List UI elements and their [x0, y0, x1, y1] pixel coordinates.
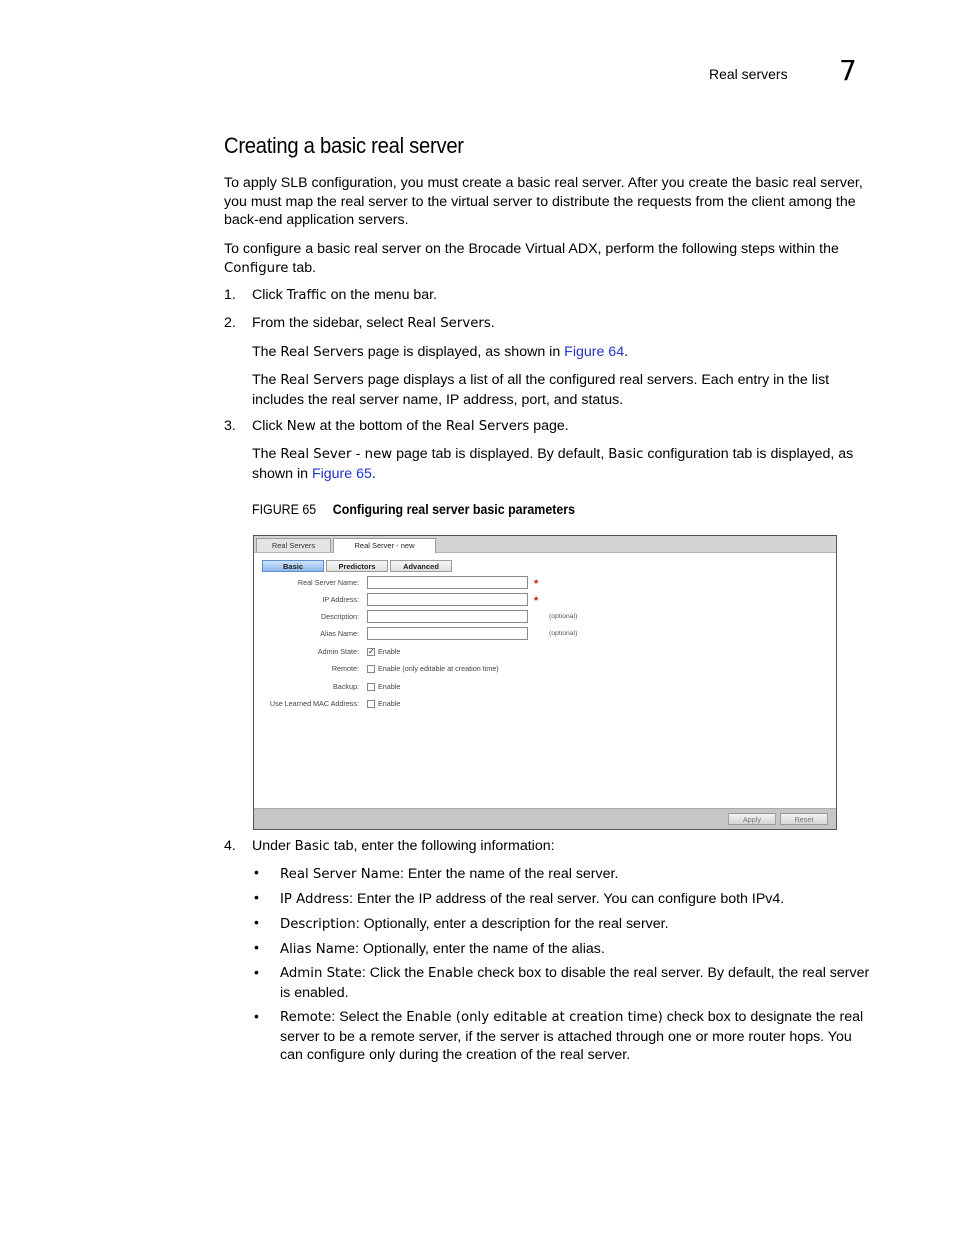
- checkbox-label: Enable: [378, 682, 401, 691]
- form-row-alias: [254, 627, 836, 643]
- bullet-icon: •: [254, 889, 259, 905]
- subtab-predictors[interactable]: Predictors: [326, 560, 388, 572]
- checkbox-label: Enable: [378, 699, 401, 708]
- form-row-name: [254, 576, 836, 592]
- step-2-note-2: The Real Servers page displays a list of all the configured real servers. Each entry in the list includes the real server name, IP address, port, and status.: [252, 372, 830, 408]
- running-header-section: Real servers: [709, 66, 788, 82]
- chapter-number: 7: [839, 54, 857, 87]
- form-row-remote: [254, 662, 836, 678]
- step-number: 2.: [224, 315, 236, 331]
- step-3-note: The Real Sever - new page tab is displayed. By default, Basic configuration tab is displayed, as shown in Figure 65.: [252, 446, 854, 482]
- bullet-icon: •: [254, 964, 259, 980]
- learned-mac-checkbox[interactable]: [367, 700, 375, 708]
- remote-checkbox[interactable]: [367, 665, 375, 673]
- real-server-name-input[interactable]: [367, 576, 528, 589]
- subtab-basic[interactable]: Basic: [262, 560, 324, 572]
- step-1-text: Click Traffic on the menu bar.: [252, 287, 438, 303]
- step-3-text: Click New at the bottom of the Real Servers page.: [252, 418, 569, 434]
- bullet-icon: •: [254, 914, 259, 930]
- bullet-real-server-name: Real Server Name: Enter the name of the real server.: [280, 866, 619, 882]
- step-number: 1.: [224, 287, 236, 303]
- reset-button[interactable]: Reset: [780, 813, 828, 825]
- bullet-ip-address: IP Address: Enter the IP address of the real server. You can configure both IPv4.: [280, 891, 785, 907]
- form-row-backup: [254, 680, 836, 696]
- bullet-remote: Remote: Select the Enable (only editable at creation time) check box to designate the real server to be a remote server, if the server is attached through one or more router hops. You can configure only during the creation of the real server.: [280, 1009, 864, 1063]
- bullet-alias-name: Alias Name: Optionally, enter the name of the alias.: [280, 941, 605, 957]
- required-marker: *: [534, 578, 539, 590]
- bullet-icon: •: [254, 864, 259, 880]
- step-number: 4.: [224, 838, 236, 854]
- optional-hint: (optional): [549, 630, 578, 637]
- form-row-admin-state: [254, 645, 836, 661]
- figure-64-link[interactable]: Figure 64: [564, 344, 625, 360]
- field-label: Remote:: [331, 664, 359, 673]
- figure-caption: FIGURE 65 Configuring real server basic parameters: [252, 502, 576, 517]
- form-row-description: [254, 610, 836, 626]
- step-2-text: From the sidebar, select Real Servers.: [252, 315, 495, 331]
- checkbox-label: Enable (only editable at creation time): [378, 664, 499, 673]
- tab-bar: [254, 536, 836, 553]
- admin-state-checkbox[interactable]: ✓: [368, 647, 375, 656]
- tab-real-servers[interactable]: Real Servers: [256, 538, 331, 552]
- form-footer: [254, 808, 836, 829]
- section-heading: Creating a basic real server: [224, 133, 464, 158]
- step-number: 3.: [224, 418, 236, 434]
- tab-real-server-new[interactable]: Real Server - new: [333, 538, 436, 553]
- field-label: IP Address:: [322, 595, 359, 604]
- step-2-note-1: The Real Servers page is displayed, as shown in Figure 64.: [252, 344, 629, 360]
- apply-button[interactable]: Apply: [728, 813, 776, 825]
- bullet-admin-state: Admin State: Click the Enable check box to disable the real server. By default, the real server is enabled.: [280, 965, 870, 1001]
- alias-name-input[interactable]: [367, 627, 528, 640]
- field-label: Alias Name:: [320, 629, 359, 638]
- figure-65-link[interactable]: Figure 65: [311, 465, 372, 482]
- optional-hint: (optional): [549, 613, 578, 620]
- field-label: Use Learned MAC Address:: [269, 699, 359, 708]
- step-4-text: Under Basic tab, enter the following information:: [252, 838, 555, 854]
- form-row-ip: [254, 593, 836, 609]
- description-input[interactable]: [367, 610, 528, 623]
- subtab-advanced[interactable]: Advanced: [390, 560, 452, 572]
- form-row-learned-mac: [254, 697, 836, 713]
- ip-address-input[interactable]: [367, 593, 528, 606]
- checkbox-label: Enable: [378, 647, 401, 656]
- backup-checkbox[interactable]: [367, 683, 375, 691]
- bullet-description: Description: Optionally, enter a description for the real server.: [280, 916, 669, 932]
- bullet-icon: •: [254, 939, 259, 955]
- configure-paragraph: To configure a basic real server on the Brocade Virtual ADX, perform the following steps within the Configure tab.: [224, 241, 839, 276]
- intro-paragraph: To apply SLB configuration, you must create a basic real server. After you create the basic real server, you must map the real server to the virtual server to distribute the requests from the client among the back-end application servers.: [224, 175, 863, 228]
- field-label: Real Server Name:: [297, 578, 359, 587]
- field-label: Backup:: [333, 682, 359, 691]
- required-marker: *: [534, 595, 539, 607]
- field-label: Description:: [321, 612, 359, 621]
- bullet-icon: •: [254, 1008, 259, 1024]
- figure-screenshot: [253, 535, 837, 830]
- field-label: Admin State:: [317, 647, 359, 656]
